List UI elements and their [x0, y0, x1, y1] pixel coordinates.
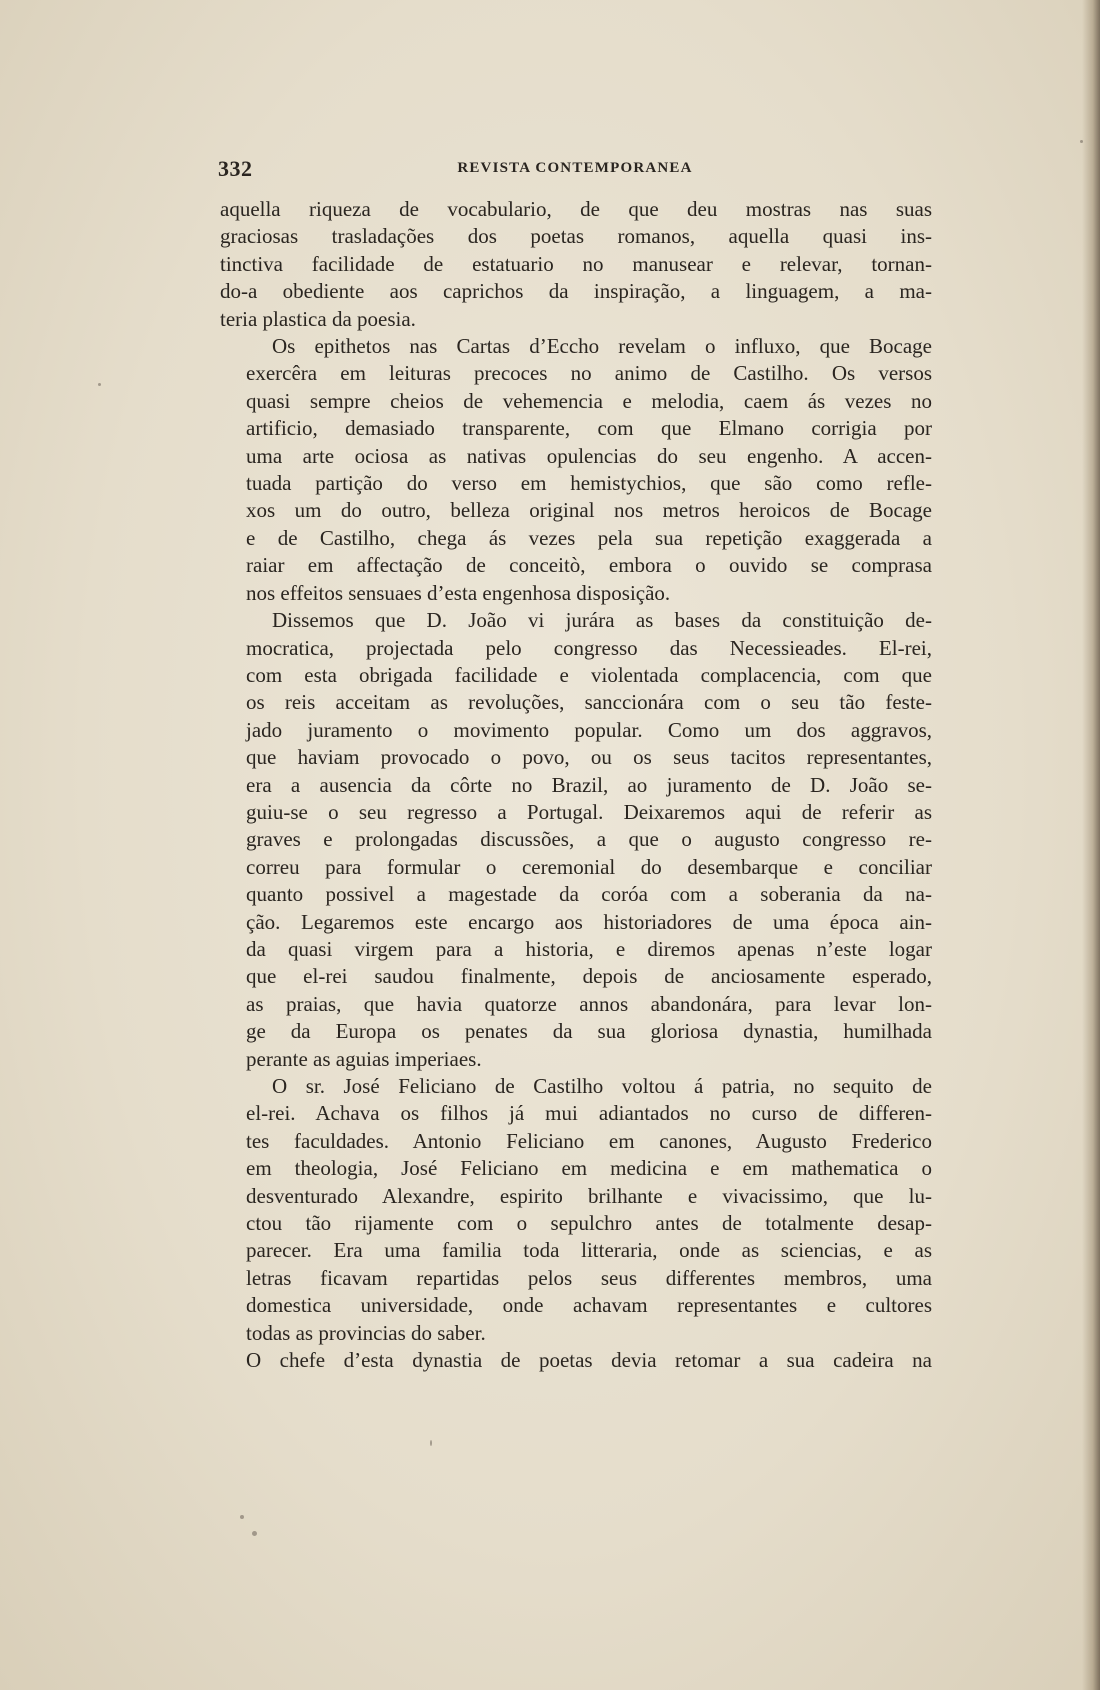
text-line: graciosas trasladações dos poetas romanos, aquella quasi ins-	[220, 224, 932, 249]
text-line: jado juramento o movimento popular. Como um dos aggravos,	[246, 717, 932, 742]
text-line: raiar em affectação de conceitò, embora o ouvido se comprasa	[246, 553, 932, 578]
text-line: tuada partição do verso em hemistychios, que são como refle-	[246, 471, 932, 496]
page-number: 332	[218, 156, 253, 181]
text-line: os reis acceitam as revoluções, sanccionára com o seu tão feste-	[246, 690, 932, 715]
text-line: graves e prolongadas discussões, a que o augusto congresso re-	[246, 827, 932, 852]
text-line: que haviam provocado o povo, ou os seus tacitos representantes,	[246, 745, 932, 770]
scan-speck	[98, 383, 101, 386]
scan-speck	[1080, 140, 1083, 143]
paragraph	[220, 607, 932, 1073]
text-line: ctou tão rijamente com o sepulchro antes de totalmente desap-	[246, 1211, 932, 1236]
text-line: nos effeitos sensuaes d’esta engenhosa disposição.	[246, 580, 671, 605]
running-title: REVISTA CONTEMPORANEA	[457, 160, 693, 176]
text-line: quasi sempre cheios de vehemencia e melodia, caem ás vezes no	[246, 388, 932, 413]
text-line: ge da Europa os penates da sua gloriosa dynastia, humilhada	[246, 1019, 932, 1044]
paragraph	[220, 196, 932, 333]
text-line: da quasi virgem para a historia, e diremos apenas n’este logar	[246, 936, 932, 961]
body-text	[220, 196, 932, 1374]
paragraph	[220, 1073, 932, 1347]
text-line: Dissemos que D. João vi jurára as bases da constituição de-	[272, 608, 932, 633]
paragraph	[220, 333, 932, 607]
text-line: exercêra em leituras precoces no animo de Castilho. Os versos	[246, 361, 932, 386]
text-line: do-a obediente aos caprichos da inspiração, a linguagem, a ma-	[220, 279, 932, 304]
text-line: O sr. José Feliciano de Castilho voltou á patria, no sequito de	[272, 1074, 932, 1098]
text-line: tinctiva facilidade de estatuario no manusear e relevar, tornan-	[220, 251, 932, 276]
text-line: que el-rei saudou finalmente, depois de anciosamente esperado,	[246, 964, 932, 989]
text-line: xos um do outro, belleza original nos metros heroicos de Bocage	[246, 498, 932, 523]
scan-speck	[252, 1531, 257, 1536]
text-line: em theologia, José Feliciano em medicina e em mathematica o	[246, 1156, 932, 1181]
page-edge-shadow	[1082, 0, 1100, 1690]
text-line: parecer. Era uma familia toda litteraria, onde as sciencias, e as	[246, 1238, 932, 1263]
text-line: artificio, demasiado transparente, com que Elmano corrigia por	[246, 416, 932, 441]
text-line: domestica universidade, onde achavam representantes e cultores	[246, 1293, 932, 1318]
text-line: todas as provincias do saber.	[246, 1320, 486, 1345]
scan-speck	[240, 1515, 244, 1519]
text-line: Os epithetos nas Cartas d’Eccho revelam o influxo, que Bocage	[272, 334, 932, 359]
text-line: O chefe d’esta dynastia de poetas devia retomar a sua cadeira na	[246, 1348, 932, 1373]
paragraph	[220, 1347, 932, 1374]
text-line: el-rei. Achava os filhos já mui adiantados no curso de differen-	[246, 1101, 932, 1126]
text-line: perante as aguias imperiaes.	[246, 1046, 482, 1071]
text-line: quanto possivel a magestade da coróa com a soberania da na-	[246, 882, 932, 907]
text-line: as praias, que havia quatorze annos abandonára, para levar lon-	[246, 991, 932, 1016]
text-line: mocratica, projectada pelo congresso das Necessieades. El-rei,	[246, 635, 932, 660]
text-line: tes faculdades. Antonio Feliciano em canones, Augusto Frederico	[246, 1128, 932, 1153]
text-line: e de Castilho, chega ás vezes pela sua repetição exaggerada a	[246, 525, 932, 550]
text-line: letras ficavam repartidas pelos seus differentes membros, uma	[246, 1265, 932, 1290]
text-line: uma arte ociosa as nativas opulencias do seu engenho. A accen-	[246, 443, 932, 468]
text-line: desventurado Alexandre, espirito brilhante e vivacissimo, que lu-	[246, 1183, 932, 1208]
scan-speck	[430, 1440, 432, 1446]
text-line: teria plastica da poesia.	[220, 306, 416, 331]
text-line: correu para formular o ceremonial do desembarque e conciliar	[246, 854, 932, 879]
text-line: com esta obrigada facilidade e violentada complacencia, com que	[246, 662, 932, 687]
text-line: era a ausencia da côrte no Brazil, ao juramento de D. João se-	[246, 772, 932, 797]
running-header	[218, 156, 932, 182]
text-line: aquella riqueza de vocabulario, de que deu mostras nas suas	[220, 197, 932, 221]
text-line: ção. Legaremos este encargo aos historiadores de uma época ain-	[246, 909, 932, 934]
text-line: guiu-se o seu regresso a Portugal. Deixaremos aqui de referir as	[246, 799, 932, 824]
